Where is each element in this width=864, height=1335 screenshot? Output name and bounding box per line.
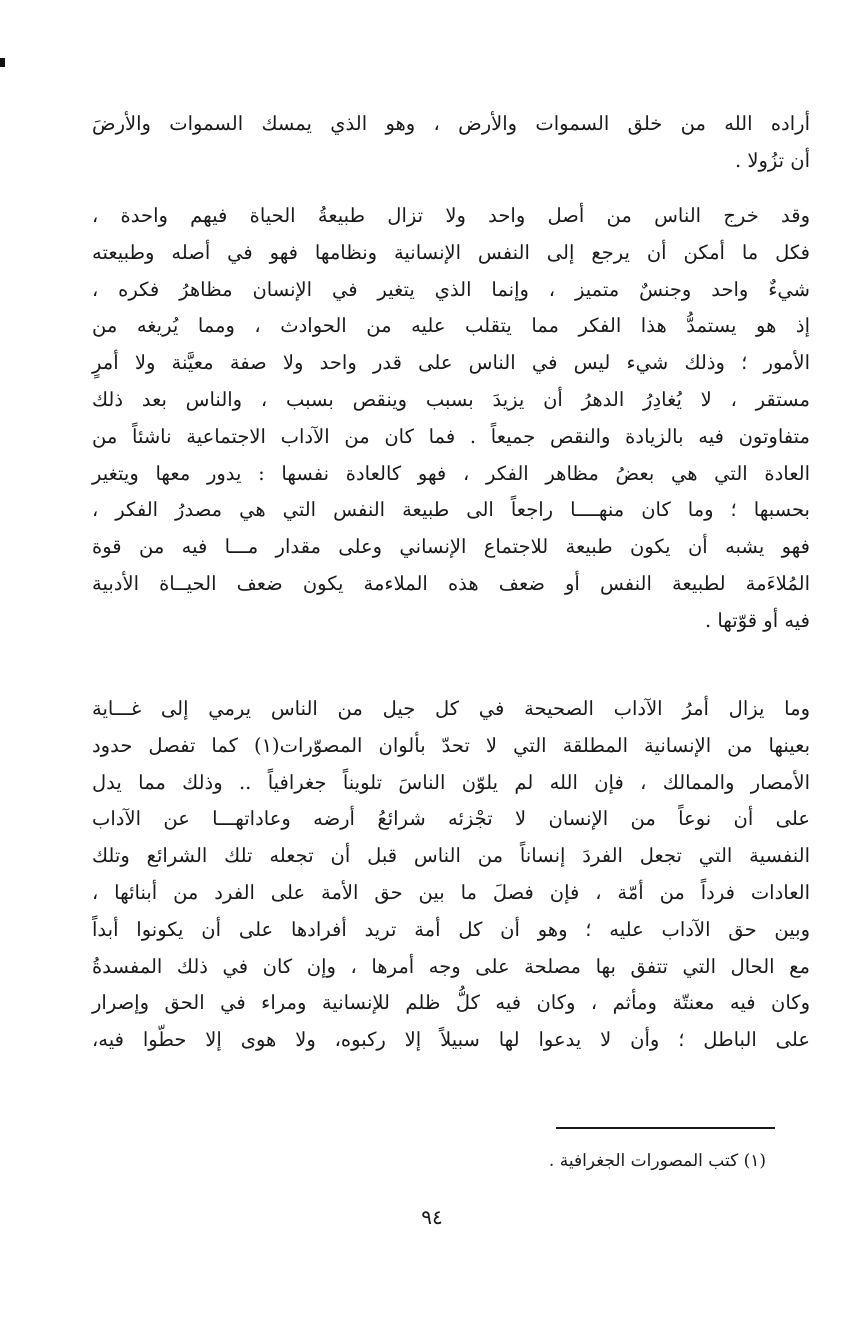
text-line: العادة التي هي بعضُ مظاهر الفكر ، فهو كالعادة نفسها : يدور معها ويتغير (92, 461, 810, 485)
text-line: الأمور ؛ وذلك شيء ليس في الناس على قدر واحد ولا صفة معيَّنة ولا أمرٍ (92, 351, 810, 375)
paragraph-1 (92, 106, 810, 180)
text-line: أراده الله من خلق السموات والأرض ، وهو الذي يمسك السموات والأرضَ (92, 112, 810, 135)
text-line: وكان فيه معنتّة ومأثم ، وكان فيه كلُّ ظلم للإنسانية ومراء في الحق وإصرار (92, 991, 810, 1015)
text-line: بحسبها ؛ وما كان منهــــا راجعاً الى طبيعة النفس التي هي مصدرُ الفكر ، (92, 498, 810, 522)
text-line: متفاوتون فيه بالزيادة والنقص جميعاً . فما كان من الآداب الاجتماعية ناشئاً من (92, 424, 810, 448)
text-line: وبين حق الآداب عليه ؛ وهو أن كل أمة تريد أفرادها على أن يكونوا أبداً (92, 917, 810, 941)
text-line: فهو يشبه أن يكون طبيعة للاجتماع الإنساني وعلى مقدار مـــا فيه من قوة (92, 535, 810, 559)
text-line: على الباطل ؛ وأن لا يدعوا لها سبيلاً إلا ركبوه، ولا هوى إلا حطّوا فيه، (92, 1028, 810, 1052)
paragraph-3 (92, 691, 810, 1059)
text-line: إذ هو يستمدُّ هذا الفكر مما يتقلب عليه من الحوادث ، ومما يُريغه من (92, 314, 810, 338)
margin-mark (0, 58, 5, 67)
text-line: العادات فرداً من أمّة ، فإن فصلَ ما بين حق الأمة على الفرد من أبنائها ، (92, 880, 810, 904)
text-line: أن تزُولا . (734, 148, 810, 172)
text-line: بعينها من الإنسانية المطلقة التي لا تحدّ بألوان المصوّرات(١) كما تفصل حدود (92, 733, 810, 757)
text-line: فكل ما أمكن أن يرجع إلى النفس الإنسانية ونظامها فهو في أصله وطبيعته (92, 240, 810, 264)
page-number: ٩٤ (421, 1205, 443, 1229)
text-line: شيءٌ واحد وجنسٌ متميز ، وإنما الذي يتغير في الإنسان مظاهرُ فكره ، (92, 277, 810, 301)
text-line: الأمصار والممالك ، فإن الله لم يلوّن الناسَ تلويناً جغرافياً .. وذلك مما يدل (92, 770, 810, 794)
text-line: مع الحال التي تتفق بها مصلحة على وجه أمرها ، وإن كان في ذلك المفسدةُ (92, 954, 810, 978)
footnote: (١) كتب المصورات الجغرافية . (548, 1151, 766, 1171)
text-line: المُلاءَمة لطبيعة النفس أو ضعف هذه الملاءمة يكون ضعف الحيــاة الأدبية (92, 571, 810, 595)
footnote-divider (556, 1127, 775, 1129)
text-line: النفسية التي تجعل الفردَ إنساناً من الناس قبل أن تجعله تلك الشرائع وتلك (92, 844, 810, 868)
text-line: وقد خرج الناس من أصل واحد ولا تزال طبيعةُ الحياة فيهم واحدة ، (92, 204, 810, 227)
text-line: وما يزال أمرُ الآداب الصحيحة في كل جيل من الناس يرمي إلى غـــاية (92, 697, 810, 720)
text-line: مستقر ، لا يُغادِرُ الدهرُ أن يزيدَ بسبب وينقص بسبب ، والناس بعد ذلك (92, 387, 810, 411)
paragraph-2 (92, 198, 810, 640)
text-line: على أن نوعاً من الإنسان لا تجْزئه شرائعُ أرضه وعاداتهـــا عن الآداب (92, 807, 810, 831)
text-line: فيه أو قوّتها . (704, 608, 810, 632)
